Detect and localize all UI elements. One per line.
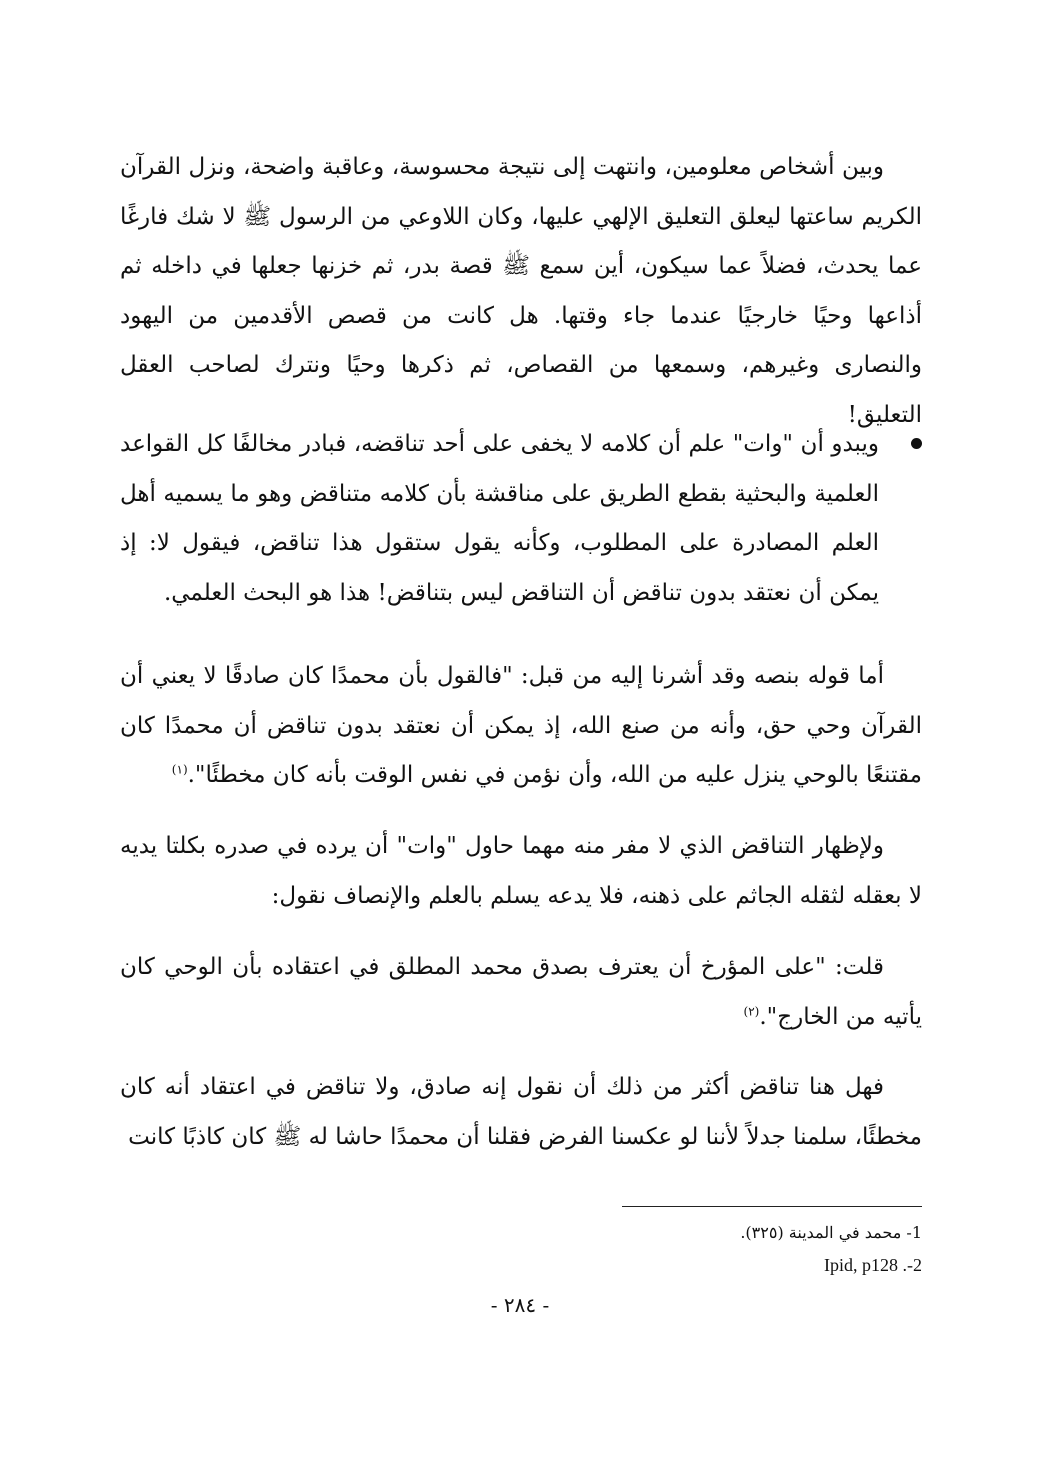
bullet-text: ويبدو أن "وات" علم أن كلامه لا يخفى على أحد تناقضه، فبادر مخالفًا كل القواعد العلمية والبحثية بقطع الطريق على مناقشة بأن كلامه متناقض وهو ما يسميه أهل العلم المصادرة على المطلوب، وكأنه يقول ستقول هذا تناقض، فيقول لا: إذ يمكن أن نعتقد بدون تناقض أن التناقض ليس بتناقض! هذا هو البحث العلمي.: [120, 431, 879, 606]
footnote-ref-2[interactable]: (٢): [743, 1003, 760, 1018]
footnote-divider: [622, 1206, 922, 1207]
paragraph-3: ولإظهار التناقض الذي لا مفر منه مهما حاول "وات" أن يرده في صدره بكلتا يديه لا بعقله لثقله الجاثم على ذهنه، فلا يدعه يسلم بالعلم والإنصاف نقول:: [120, 833, 922, 909]
bullet-item: [120, 420, 922, 618]
footnote-2: Ipid, p128 .-2: [824, 1255, 922, 1275]
page-number: - ٢٨٤ -: [490, 1293, 550, 1317]
paragraph-4-text: قلت: "على المؤرخ أن يعترف بصدق محمد المطلق في اعتقاده بأن الوحي كان يأتيه من الخارج".: [120, 954, 922, 1030]
footnote-ref-1[interactable]: (١): [171, 762, 188, 777]
paragraph-2: [120, 652, 922, 801]
paragraph-5: فهل هنا تناقض أكثر من ذلك أن نقول إنه صادق، ولا تناقض في اعتقاد أنه كان مخطئًا، سلمنا جدلاً لأننا لو عكسنا الفرض فقلنا أن محمدًا حاشا له ﷺ كان كاذبًا كانت: [120, 1074, 922, 1150]
paragraph-2-text: أما قوله بنصه وقد أشرنا إليه من قبل: "فالقول بأن محمدًا كان صادقًا لا يعني أن القرآن وحي حق، وأنه من صنع الله، إذ يمكن أن نعتقد بدون تناقض أن محمدًا كان مقتنعًا بالوحي ينزل عليه من الله، وأن نؤمن في نفس الوقت بأنه كان مخطئًا".: [120, 663, 922, 788]
paragraph-1: وبين أشخاص معلومين، وانتهت إلى نتيجة محسوسة، وعاقبة واضحة، ونزل القرآن الكريم ساعتها ليعلق التعليق الإلهي عليها، وكان اللاوعي من الرسول ﷺ لا شك فارغًا عما يحدث، فضلاً عما سيكون، أين سمع ﷺ قصة بدر، ثم خزنها جعلها في داخله ثم أذاعها وحيًا خارجيًا عندما جاء وقتها. هل كانت من قصص الأقدمين من اليهود والنصارى وغيرهم، وسمعها من القصاص، ثم ذكرها وحيًا ونترك لصاحب العقل التعليق!: [120, 154, 922, 428]
bullet-icon: [911, 438, 922, 449]
paragraph-4: [120, 943, 922, 1042]
footnote-1: 1- محمد في المدينة (٣٢٥).: [740, 1223, 922, 1242]
